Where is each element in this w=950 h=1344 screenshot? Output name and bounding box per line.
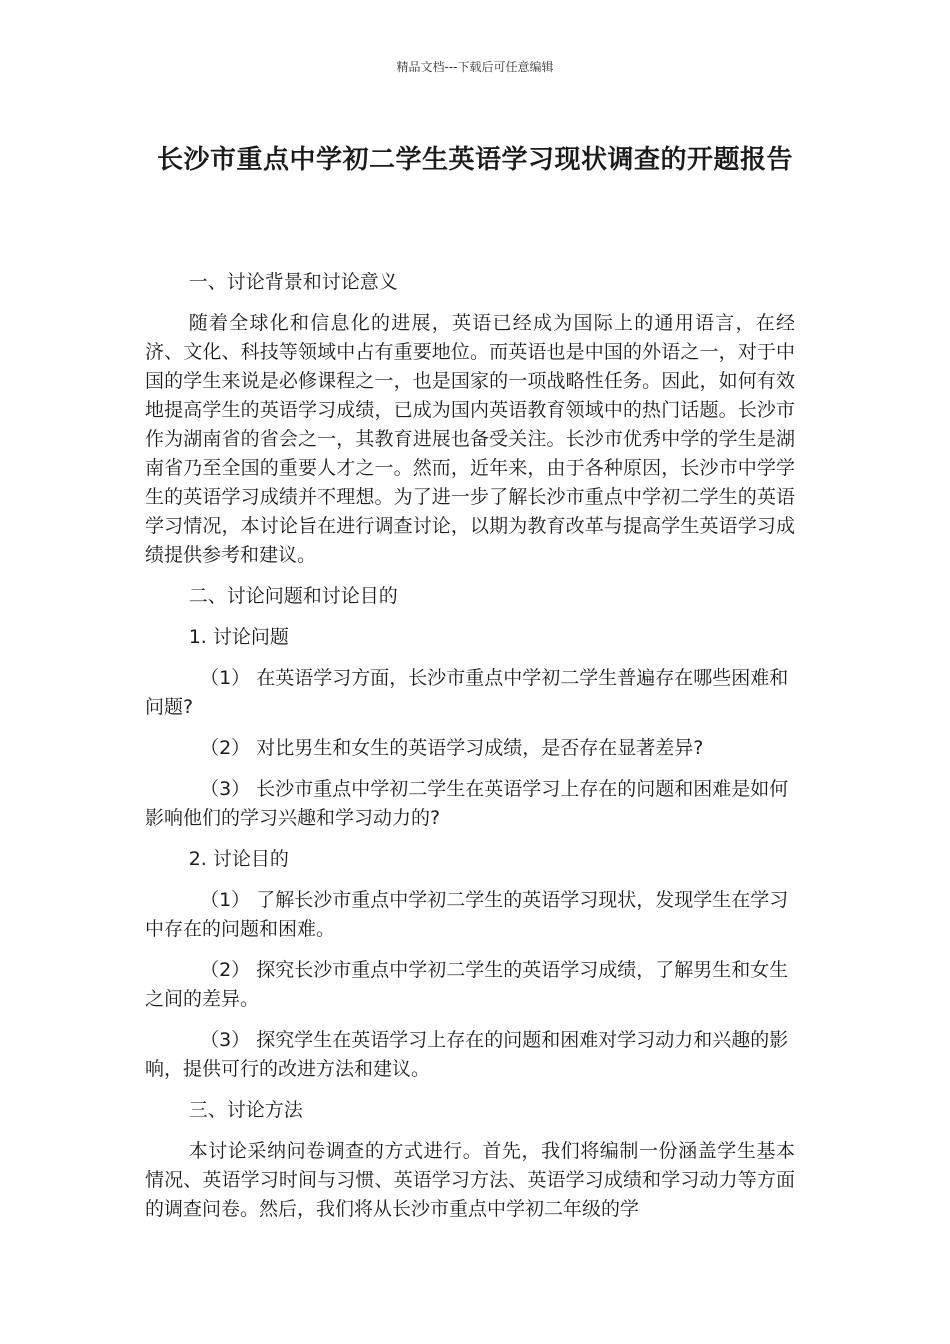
goal-item-2: （2） 探究长沙市重点中学初二学生的英语学习成绩，了解男生和女生之间的差异。 xyxy=(145,959,789,1010)
section-1-paragraph: 随着全球化和信息化的进展，英语已经成为国际上的通用语言，在经济、文化、科技等领域中占有重要地位。而英语也是中国的外语之一，对于中国的学生来说是必修课程之一，也是国家的一项战略性任务。因此，如何有效地提高学生的英语学习成绩，已成为国内英语教育领域中的热门话题。长沙市作为湖南省的省会之一，其教育进展也备受关注。长沙市优秀中学的学生是湖南省乃至全国的重要人才之一。然而，近年来，由于各种原因，长沙市中学学生的英语学习成绩并不理想。为了进一步了解长沙市重点中学初二学生的英语学习情况，本讨论旨在进行调查讨论，以期为教育改革与提高学生英语学习成绩提供参考和建议。 xyxy=(145,312,795,566)
question-item-2: （2） 对比男生和女生的英语学习成绩，是否存在显著差异? xyxy=(200,737,704,759)
subsection-questions-heading: 1. 讨论问题 xyxy=(188,626,289,648)
goal-item-1: （1） 了解长沙市重点中学初二学生的英语学习现状，发现学生在学习中存在的问题和困难。 xyxy=(145,889,789,940)
header-note: 精品文档---下载后可任意编辑 xyxy=(396,60,554,74)
question-item-3: （3） 长沙市重点中学初二学生在英语学习上存在的问题和困难是如何影响他们的学习兴趣和学习动力的? xyxy=(145,778,789,829)
subsection-goals-heading: 2. 讨论目的 xyxy=(188,848,289,870)
document-body xyxy=(145,268,795,1236)
goal-item-3: （3） 探究学生在英语学习上存在的问题和困难对学习动力和兴趣的影响，提供可行的改进方法和建议。 xyxy=(145,1029,789,1080)
section-3-paragraph: 本讨论采纳问卷调查的方式进行。首先，我们将编制一份涵盖学生基本情况、英语学习时间与习惯、英语学习方法、英语学习成绩和学习动力等方面的调查问卷。然后，我们将从长沙市重点中学初二年级的学 xyxy=(145,1140,795,1220)
section-1-heading: 一、讨论背景和讨论意义 xyxy=(188,271,398,293)
question-item-1: （1） 在英语学习方面，长沙市重点中学初二学生普遍存在哪些困难和问题? xyxy=(145,667,789,718)
section-3-heading: 三、讨论方法 xyxy=(188,1099,303,1121)
section-2-heading: 二、讨论问题和讨论目的 xyxy=(188,585,398,607)
document-title: 长沙市重点中学初二学生英语学习现状调查的开题报告 xyxy=(156,145,793,175)
